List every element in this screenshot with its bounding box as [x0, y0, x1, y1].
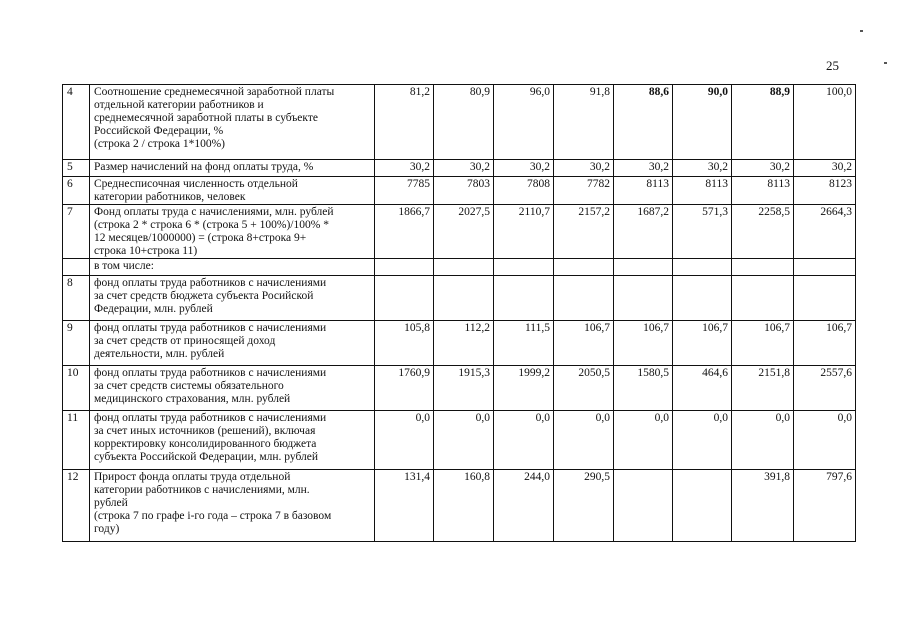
description-line: за счет средств системы обязательного [94, 380, 284, 392]
description-line: рублей [94, 497, 128, 509]
value-cell [494, 276, 554, 321]
row-description [90, 276, 375, 321]
row-number: 6 [63, 177, 90, 205]
value-cell: 797,6 [794, 470, 856, 542]
value-cell: 8113 [732, 177, 794, 205]
value-cell: 391,8 [732, 470, 794, 542]
value-cell: 88,9 [732, 85, 794, 160]
row-description [90, 470, 375, 542]
value-cell: 571,3 [673, 205, 732, 259]
value-cell: 131,4 [375, 470, 434, 542]
value-cell: 30,2 [614, 160, 673, 177]
table-row [63, 177, 856, 205]
value-cell: 1866,7 [375, 205, 434, 259]
value-cell: 7785 [375, 177, 434, 205]
table-row [63, 366, 856, 411]
table-row [63, 205, 856, 259]
value-cell [375, 259, 434, 276]
description-line: Среднесписочная численность отдельной [94, 178, 298, 190]
description-line: среднемесячной заработной платы в субъекте [94, 112, 318, 124]
value-cell [614, 259, 673, 276]
value-cell: 90,0 [673, 85, 732, 160]
value-cell: 2110,7 [494, 205, 554, 259]
value-cell: 160,8 [434, 470, 494, 542]
value-cell: 106,7 [614, 321, 673, 366]
value-cell [673, 276, 732, 321]
value-cell [434, 259, 494, 276]
row-number: 9 [63, 321, 90, 366]
row-number: 11 [63, 411, 90, 470]
description-line: фонд оплаты труда работников с начислениями [94, 277, 327, 289]
table-row [63, 160, 856, 177]
value-cell: 80,9 [434, 85, 494, 160]
table-row [63, 85, 856, 160]
value-cell: 0,0 [614, 411, 673, 470]
value-cell [732, 259, 794, 276]
row-number: 7 [63, 205, 90, 259]
value-cell [794, 276, 856, 321]
value-cell [554, 276, 614, 321]
value-cell: 464,6 [673, 366, 732, 411]
description-line: (строка 7 по графе i-го года – строка 7 в базовом [94, 510, 332, 522]
value-cell: 2557,6 [794, 366, 856, 411]
row-number: 12 [63, 470, 90, 542]
description-line: (строка 2 / строка 1*100%) [94, 138, 226, 150]
value-cell: 7782 [554, 177, 614, 205]
value-cell: 0,0 [375, 411, 434, 470]
value-cell: 106,7 [794, 321, 856, 366]
scan-mark [860, 30, 863, 32]
description-line: деятельности, млн. рублей [94, 348, 225, 360]
value-cell: 30,2 [732, 160, 794, 177]
row-description [90, 177, 375, 205]
value-cell: 0,0 [434, 411, 494, 470]
value-cell [614, 276, 673, 321]
row-number: 10 [63, 366, 90, 411]
description-line: субъекта Российской Федерации, млн. рублей [94, 451, 319, 463]
value-cell: 8113 [614, 177, 673, 205]
value-cell: 81,2 [375, 85, 434, 160]
value-cell: 2258,5 [732, 205, 794, 259]
value-cell: 7803 [434, 177, 494, 205]
description-line: Размер начислений на фонд оплаты труда, % [94, 161, 314, 173]
row-number: 8 [63, 276, 90, 321]
value-cell: 8113 [673, 177, 732, 205]
row-description [90, 205, 375, 259]
value-cell: 105,8 [375, 321, 434, 366]
description-line: за счет иных источников (решений), включая [94, 425, 316, 437]
value-cell: 2027,5 [434, 205, 494, 259]
value-cell: 106,7 [673, 321, 732, 366]
value-cell [494, 259, 554, 276]
value-cell [554, 259, 614, 276]
description-line: фонд оплаты труда работников с начислениями [94, 367, 327, 379]
value-cell: 0,0 [554, 411, 614, 470]
value-cell: 1915,3 [434, 366, 494, 411]
value-cell: 100,0 [794, 85, 856, 160]
value-cell: 30,2 [494, 160, 554, 177]
value-cell: 1760,9 [375, 366, 434, 411]
description-line: за счет средств бюджета субъекта Росийской [94, 290, 314, 302]
scan-mark [884, 62, 887, 64]
value-cell: 2050,5 [554, 366, 614, 411]
value-cell: 2664,3 [794, 205, 856, 259]
description-line: Федерации, млн. рублей [94, 303, 213, 315]
row-description [90, 411, 375, 470]
value-cell [375, 276, 434, 321]
value-cell: 96,0 [494, 85, 554, 160]
value-cell: 7808 [494, 177, 554, 205]
description-line: Соотношение среднемесячной заработной платы [94, 86, 335, 98]
value-cell: 111,5 [494, 321, 554, 366]
value-cell: 88,6 [614, 85, 673, 160]
description-line: категории работников, человек [94, 191, 246, 203]
row-number: 4 [63, 85, 90, 160]
value-cell [673, 470, 732, 542]
description-line: корректировку консолидированного бюджета [94, 438, 317, 450]
table-row [63, 276, 856, 321]
description-line: Прирост фонда оплаты труда отдельной [94, 471, 291, 483]
value-cell: 2157,2 [554, 205, 614, 259]
value-cell: 0,0 [673, 411, 732, 470]
value-cell: 244,0 [494, 470, 554, 542]
value-cell [673, 259, 732, 276]
value-cell: 290,5 [554, 470, 614, 542]
description-line: фонд оплаты труда работников с начислениями [94, 322, 327, 334]
description-line: 12 месяцев/1000000) = (строка 8+строка 9+ [94, 232, 307, 244]
value-cell [434, 276, 494, 321]
description-line: строка 10+строка 11) [94, 245, 198, 257]
value-cell: 2151,8 [732, 366, 794, 411]
value-cell: 106,7 [554, 321, 614, 366]
salary-fund-table [62, 84, 856, 542]
description-line: за счет средств от приносящей доход [94, 335, 276, 347]
page-number: 25 [826, 58, 839, 73]
description-line: (строка 2 * строка 6 * (строка 5 + 100%)/100% * [94, 219, 329, 231]
value-cell [732, 276, 794, 321]
value-cell: 91,8 [554, 85, 614, 160]
value-cell: 0,0 [794, 411, 856, 470]
description-line: году) [94, 523, 120, 535]
value-cell [794, 259, 856, 276]
table-row [63, 470, 856, 542]
value-cell: 1580,5 [614, 366, 673, 411]
value-cell: 1999,2 [494, 366, 554, 411]
value-cell: 106,7 [732, 321, 794, 366]
row-number [63, 259, 90, 276]
description-line: в том числе: [94, 260, 154, 272]
row-description [90, 85, 375, 160]
table-row [63, 259, 856, 276]
value-cell: 1687,2 [614, 205, 673, 259]
value-cell: 8123 [794, 177, 856, 205]
table-row [63, 411, 856, 470]
value-cell: 0,0 [494, 411, 554, 470]
value-cell: 30,2 [375, 160, 434, 177]
description-line: категории работников с начислениями, млн. [94, 484, 310, 496]
row-description [90, 366, 375, 411]
row-description [90, 321, 375, 366]
value-cell: 30,2 [794, 160, 856, 177]
row-number: 5 [63, 160, 90, 177]
value-cell: 30,2 [673, 160, 732, 177]
value-cell: 0,0 [732, 411, 794, 470]
value-cell: 30,2 [434, 160, 494, 177]
value-cell: 30,2 [554, 160, 614, 177]
description-line: отдельной категории работников и [94, 99, 264, 111]
description-line: Фонд оплаты труда с начислениями, млн. рублей [94, 206, 334, 218]
table-row [63, 321, 856, 366]
description-line: медицинского страхования, млн. рублей [94, 393, 291, 405]
description-line: Российской Федерации, % [94, 125, 224, 137]
row-description [90, 259, 375, 276]
row-description [90, 160, 375, 177]
value-cell [614, 470, 673, 542]
description-line: фонд оплаты труда работников с начислениями [94, 412, 327, 424]
value-cell: 112,2 [434, 321, 494, 366]
